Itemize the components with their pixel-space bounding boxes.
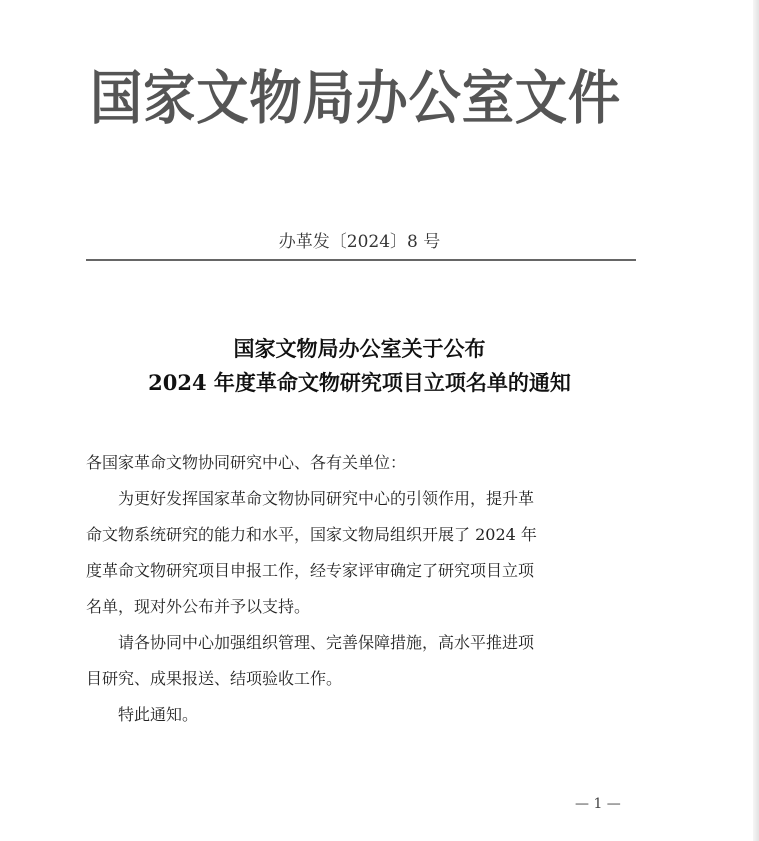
paragraph-1-line-4: 名单，现对外公布并予以支持。: [86, 597, 311, 616]
paragraph-1-line-2: 命文物系统研究的能力和水平，国家文物局组织开展了 2024 年: [86, 525, 537, 544]
document-title-line-1: 国家文物局办公室关于公布: [233, 336, 486, 361]
paragraph-2-line-2: 目研究、成果报送、结项验收工作。: [86, 669, 343, 688]
document-body: [86, 445, 646, 733]
document-title: [0, 332, 719, 400]
document-title-line-2: 2024 年度革命文物研究项目立项名单的通知: [148, 370, 571, 395]
header-divider: [86, 259, 636, 261]
closing-line: 特此通知。: [118, 705, 199, 724]
salutation: 各国家革命文物协同研究中心、各有关单位：: [86, 453, 407, 472]
paragraph-1-line-1: 为更好发挥国家革命文物协同研究中心的引领作用，提升革: [118, 489, 535, 508]
paragraph-1-line-3: 度革命文物研究项目申报工作，经专家评审确定了研究项目立项: [86, 561, 535, 580]
paragraph-2-line-1: 请各协同中心加强组织管理、完善保障措施，高水平推进项: [118, 633, 535, 652]
document-number: 办革发〔2024〕8 号: [278, 232, 441, 252]
page-edge-shadow: [753, 0, 759, 841]
page-number: — 1 —: [575, 796, 621, 812]
issuer-header: 国家文物局办公室文件: [90, 64, 622, 132]
